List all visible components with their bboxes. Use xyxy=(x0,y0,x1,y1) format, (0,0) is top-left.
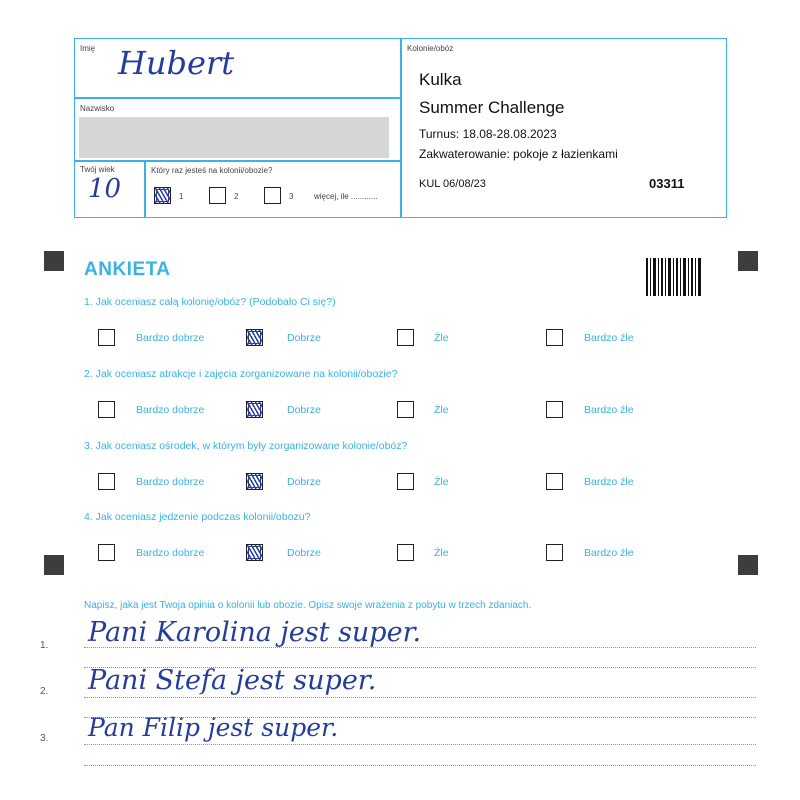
wiecej-label: więcej, ile ............ xyxy=(314,192,378,201)
question-1-option-label-2: Dobrze xyxy=(287,332,321,344)
header-divider-2 xyxy=(74,160,401,162)
question-4-checkbox-3[interactable] xyxy=(397,544,414,561)
question-2: 2. Jak oceniasz atrakcje i zajęcia zorganizowane na kolonii/obozie? xyxy=(84,368,398,380)
question-3-option-label-2: Dobrze xyxy=(287,476,321,488)
question-2-checkbox-1[interactable] xyxy=(98,401,115,418)
question-4-checkbox-1[interactable] xyxy=(98,544,115,561)
question-1-option-label-1: Bardzo dobrze xyxy=(136,332,205,344)
ktory-raz-option-2: 2 xyxy=(234,192,239,201)
line-number-1: 1. xyxy=(40,640,49,651)
ktory-raz-option-3: 3 xyxy=(289,192,294,201)
question-2-option-label-3: Źle xyxy=(434,404,449,416)
opinion-line-1[interactable]: Pani Karolina jest super. xyxy=(88,617,422,648)
question-3-checkbox-4[interactable] xyxy=(546,473,563,490)
nazwisko-label: Nazwisko xyxy=(80,104,115,113)
camp-code: KUL 06/08/23 xyxy=(419,178,486,190)
survey-title: ANKIETA xyxy=(84,259,171,280)
alignment-marker-top-left xyxy=(44,251,64,271)
ktory-raz-option-1: 1 xyxy=(179,192,184,201)
question-2-option-label-2: Dobrze xyxy=(287,404,321,416)
question-1: 1. Jak oceniasz całą kolonię/obóz? (Podobało Ci się?) xyxy=(84,296,336,308)
wiek-value[interactable]: 10 xyxy=(88,174,122,204)
barcode-icon xyxy=(646,258,702,296)
question-2-checkbox-3[interactable] xyxy=(397,401,414,418)
header-divider-vertical xyxy=(400,38,402,218)
alignment-marker-bottom-left xyxy=(44,555,64,575)
header-divider-1 xyxy=(74,97,401,99)
question-3-option-label-3: Źle xyxy=(434,476,449,488)
question-2-option-label-1: Bardzo dobrze xyxy=(136,404,205,416)
question-1-option-label-4: Bardzo źle xyxy=(584,332,634,344)
redacted-surname xyxy=(79,117,389,158)
camp-subtitle: Summer Challenge xyxy=(419,98,565,117)
question-3-checkbox-1[interactable] xyxy=(98,473,115,490)
question-2-checkbox-2[interactable] xyxy=(246,401,263,418)
writing-line-2 xyxy=(84,697,756,698)
camp-name: Kulka xyxy=(419,70,462,89)
question-3-option-label-1: Bardzo dobrze xyxy=(136,476,205,488)
opinion-line-3[interactable]: Pan Filip jest super. xyxy=(88,713,339,742)
question-4-checkbox-4[interactable] xyxy=(546,544,563,561)
question-4-checkbox-2[interactable] xyxy=(246,544,263,561)
header-divider-3 xyxy=(144,160,146,218)
zakwaterowanie-text: Zakwaterowanie: pokoje z łazienkami xyxy=(419,147,618,161)
imie-value[interactable]: Hubert xyxy=(118,44,235,82)
imie-label: Imię xyxy=(80,44,96,53)
question-1-checkbox-3[interactable] xyxy=(397,329,414,346)
form-number: 03311 xyxy=(649,176,685,191)
writing-line-3b xyxy=(84,765,756,766)
alignment-marker-top-right xyxy=(738,251,758,271)
question-4: 4. Jak oceniasz jedzenie podczas kolonii/obozu? xyxy=(84,511,311,523)
question-2-checkbox-4[interactable] xyxy=(546,401,563,418)
question-1-checkbox-4[interactable] xyxy=(546,329,563,346)
ktory-raz-label: Który raz jesteś na kolonii/obozie? xyxy=(151,166,273,175)
writing-line-3 xyxy=(84,744,756,745)
question-1-option-label-3: Źle xyxy=(434,332,449,344)
question-1-checkbox-1[interactable] xyxy=(98,329,115,346)
ktory-raz-checkbox-2[interactable] xyxy=(209,187,226,204)
wiek-label: Twój wiek xyxy=(80,165,115,174)
question-4-option-label-4: Bardzo źle xyxy=(584,547,634,559)
ktory-raz-checkbox-3[interactable] xyxy=(264,187,281,204)
turnus-text: Turnus: 18.08-28.08.2023 xyxy=(419,127,557,141)
question-4-option-label-1: Bardzo dobrze xyxy=(136,547,205,559)
question-3-option-label-4: Bardzo źle xyxy=(584,476,634,488)
question-1-checkbox-2[interactable] xyxy=(246,329,263,346)
line-number-2: 2. xyxy=(40,686,49,697)
opinion-line-2[interactable]: Pani Stefa jest super. xyxy=(88,665,377,696)
kolonie-label: Kolonie/obóz xyxy=(407,44,454,53)
opinion-prompt: Napisz, jaka jest Twoja opinia o kolonii lub obozie. Opisz swoje wrażenia z pobytu w trzech zdaniach. xyxy=(84,600,532,611)
question-2-option-label-4: Bardzo źle xyxy=(584,404,634,416)
ktory-raz-checkbox-1[interactable] xyxy=(154,187,171,204)
question-3-checkbox-3[interactable] xyxy=(397,473,414,490)
question-4-option-label-2: Dobrze xyxy=(287,547,321,559)
question-4-option-label-3: Źle xyxy=(434,547,449,559)
question-3: 3. Jak oceniasz ośrodek, w którym były zorganizowane kolonie/obóz? xyxy=(84,440,408,452)
question-3-checkbox-2[interactable] xyxy=(246,473,263,490)
line-number-3: 3. xyxy=(40,733,49,744)
alignment-marker-bottom-right xyxy=(738,555,758,575)
